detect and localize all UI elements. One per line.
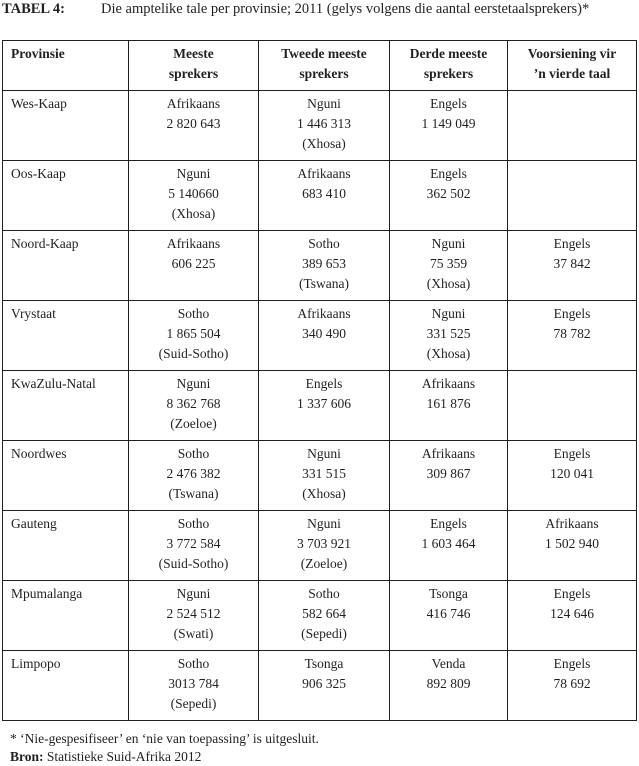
column-header	[129, 41, 259, 91]
language-cell-line: 331 515	[302, 466, 346, 481]
column-header-line: sprekers	[423, 66, 474, 81]
language-cell	[508, 91, 637, 161]
language-cell	[259, 371, 390, 441]
language-cell-line: 161 876	[426, 396, 471, 411]
language-cell-line: Nguni	[176, 166, 211, 181]
footnote: * ‘Nie-gespesifiseer’ en ‘nie van toepassing’ is uitgesluit.	[10, 731, 319, 746]
language-cell-line: Sotho	[177, 656, 210, 671]
language-cell	[129, 161, 259, 231]
language-cell	[508, 441, 637, 511]
language-cell-line: Nguni	[307, 446, 341, 461]
language-cell-line: Engels	[430, 166, 467, 181]
table-row	[3, 301, 637, 371]
language-cell-line: (Swati)	[173, 626, 214, 641]
language-cell-line: 389 653	[302, 256, 346, 271]
source-line	[10, 748, 201, 766]
language-cell-line: 683 410	[302, 186, 346, 201]
language-cell	[390, 161, 508, 231]
province-cell: Oos-Kaap	[3, 161, 129, 231]
language-cell-line: 362 502	[426, 186, 471, 201]
language-cell	[129, 231, 259, 301]
column-header-line: Provinsie	[11, 46, 65, 61]
language-cell-line: Sotho	[177, 306, 210, 321]
language-cell-line: (Suid-Sotho)	[158, 346, 229, 361]
language-cell-line: 78 782	[553, 326, 591, 341]
language-cell-line: Afrikaans	[166, 96, 221, 111]
language-cell-line: 1 149 049	[421, 116, 476, 131]
province-cell: Mpumalanga	[3, 581, 129, 651]
province-cell: Gauteng	[3, 511, 129, 581]
language-cell-line: 606 225	[171, 256, 216, 271]
language-cell	[259, 511, 390, 581]
language-cell-line: 2 524 512	[166, 606, 221, 621]
language-cell-line: 1 446 313	[297, 116, 351, 131]
language-cell-line: 309 867	[426, 466, 471, 481]
column-header-line: Meeste	[173, 46, 214, 61]
language-cell	[129, 371, 259, 441]
language-cell	[390, 231, 508, 301]
province-cell: KwaZulu-Natal	[3, 371, 129, 441]
source-text: Statistieke Suid-Afrika 2012	[46, 749, 202, 764]
column-header-line: Derde meeste	[409, 46, 488, 61]
language-cell-line: 1 603 464	[421, 536, 476, 551]
language-cell-line: 3013 784	[168, 676, 219, 691]
language-cell	[129, 301, 259, 371]
language-cell	[259, 91, 390, 161]
language-cell-line: Engels	[553, 446, 591, 461]
language-cell	[390, 651, 508, 721]
language-cell-line: 892 809	[426, 676, 471, 691]
language-cell-line: 1 337 606	[297, 396, 351, 411]
column-header	[390, 41, 508, 91]
language-cell-line: Nguni	[431, 236, 466, 251]
language-cell	[508, 301, 637, 371]
table-row	[3, 581, 637, 651]
column-header-line: ’n vierde taal	[533, 66, 611, 81]
language-cell-line: Venda	[431, 656, 466, 671]
province-cell: Vrystaat	[3, 301, 129, 371]
language-cell-line: (Xhosa)	[302, 136, 346, 151]
language-cell-line: Sotho	[177, 516, 210, 531]
language-cell-line: Nguni	[307, 516, 341, 531]
language-cell	[508, 651, 637, 721]
language-cell	[508, 161, 637, 231]
language-cell-line: Engels	[430, 516, 467, 531]
language-cell	[390, 441, 508, 511]
language-cell	[390, 371, 508, 441]
column-header-line: Tweede meeste	[281, 46, 367, 61]
language-cell-line: Engels	[553, 306, 591, 321]
language-cell	[259, 301, 390, 371]
language-cell	[129, 581, 259, 651]
table-row	[3, 161, 637, 231]
province-cell: Wes-Kaap	[3, 91, 129, 161]
language-cell-line: Afrikaans	[166, 236, 221, 251]
language-cell-line: Nguni	[431, 306, 466, 321]
language-cell	[129, 441, 259, 511]
province-cell: Noordwes	[3, 441, 129, 511]
language-cell-line: (Sepedi)	[301, 626, 347, 641]
language-cell-line: (Tswana)	[168, 486, 219, 501]
language-cell-line: 1 865 504	[166, 326, 221, 341]
language-cell-line: 340 490	[302, 326, 346, 341]
language-cell	[508, 231, 637, 301]
language-cell-line: Sotho	[308, 236, 340, 251]
language-cell-line: (Zoeloe)	[170, 416, 217, 431]
language-cell-line: (Xhosa)	[426, 346, 471, 361]
language-cell-line: Engels	[430, 96, 467, 111]
column-header	[3, 41, 129, 91]
column-header	[508, 41, 637, 91]
language-cell-line: Afrikaans	[297, 306, 351, 321]
table-row	[3, 441, 637, 511]
column-header-line: sprekers	[168, 66, 219, 81]
language-cell-line: Engels	[553, 656, 591, 671]
source-label: Bron:	[10, 749, 44, 764]
language-cell-line: 2 476 382	[166, 466, 221, 481]
language-cell-line: 416 746	[426, 606, 471, 621]
language-cell-line: 906 325	[302, 676, 346, 691]
table-row	[3, 91, 637, 161]
language-cell-line: 37 842	[553, 256, 591, 271]
language-cell	[129, 91, 259, 161]
language-cell-line: 331 525	[426, 326, 471, 341]
language-cell-line: (Suid-Sotho)	[158, 556, 229, 571]
language-cell-line: Afrikaans	[545, 516, 599, 531]
language-cell	[390, 581, 508, 651]
language-cell	[129, 511, 259, 581]
language-cell	[390, 301, 508, 371]
language-cell-line: Nguni	[176, 376, 211, 391]
language-cell	[508, 371, 637, 441]
language-cell	[259, 441, 390, 511]
language-cell	[259, 231, 390, 301]
language-cell-line: 2 820 643	[166, 116, 221, 131]
table-row	[3, 231, 637, 301]
language-cell-line: Afrikaans	[421, 376, 476, 391]
language-cell-line: 120 041	[550, 466, 594, 481]
language-cell-line: 5 140660	[168, 186, 219, 201]
language-cell-line: 582 664	[302, 606, 346, 621]
languages-table	[2, 40, 637, 721]
language-cell-line: Sotho	[177, 446, 210, 461]
table-caption	[2, 0, 639, 22]
language-cell-line: Afrikaans	[297, 166, 351, 181]
language-cell-line: Tsonga	[304, 656, 344, 671]
language-cell-line: 1 502 940	[545, 536, 599, 551]
language-cell-line: 8 362 768	[166, 396, 221, 411]
language-cell	[259, 581, 390, 651]
province-cell: Noord-Kaap	[3, 231, 129, 301]
language-cell	[259, 651, 390, 721]
province-cell: Limpopo	[3, 651, 129, 721]
language-cell-line: (Xhosa)	[171, 206, 216, 221]
language-cell-line: Engels	[553, 236, 591, 251]
language-cell-line: Engels	[305, 376, 343, 391]
language-cell-line: Nguni	[307, 96, 341, 111]
language-cell	[508, 581, 637, 651]
language-cell-line: 75 359	[429, 256, 468, 271]
column-header-line: Voorsiening vir	[527, 46, 617, 61]
language-cell-line: 3 703 921	[297, 536, 351, 551]
table-title: Die amptelike tale per provinsie; 2011 (gelys volgens die aantal eerstetaalsprekers)*	[101, 1, 590, 17]
table-row	[3, 511, 637, 581]
language-cell-line: Sotho	[308, 586, 340, 601]
language-cell-line: (Xhosa)	[426, 276, 471, 291]
language-cell-line: Engels	[553, 586, 591, 601]
language-cell-line: 78 692	[553, 676, 591, 691]
table-row	[3, 371, 637, 441]
language-cell-line: (Sepedi)	[170, 696, 217, 711]
language-cell-line: 3 772 584	[166, 536, 221, 551]
language-cell-line: 124 646	[550, 606, 594, 621]
language-cell-line: Tsonga	[429, 586, 468, 601]
language-cell-line: (Zoeloe)	[300, 556, 348, 571]
language-cell-line: (Tswana)	[298, 276, 350, 291]
table-label: TABEL 4:	[2, 1, 65, 17]
language-cell	[390, 91, 508, 161]
language-cell-line: Afrikaans	[421, 446, 476, 461]
column-header-line: sprekers	[299, 66, 349, 81]
language-cell	[508, 511, 637, 581]
language-cell-line: Nguni	[176, 586, 211, 601]
language-cell	[129, 651, 259, 721]
language-cell-line: (Xhosa)	[302, 486, 346, 501]
language-cell	[259, 161, 390, 231]
table-row	[3, 651, 637, 721]
language-cell	[390, 511, 508, 581]
header-row	[3, 41, 637, 91]
column-header	[259, 41, 390, 91]
table-body	[3, 91, 637, 721]
